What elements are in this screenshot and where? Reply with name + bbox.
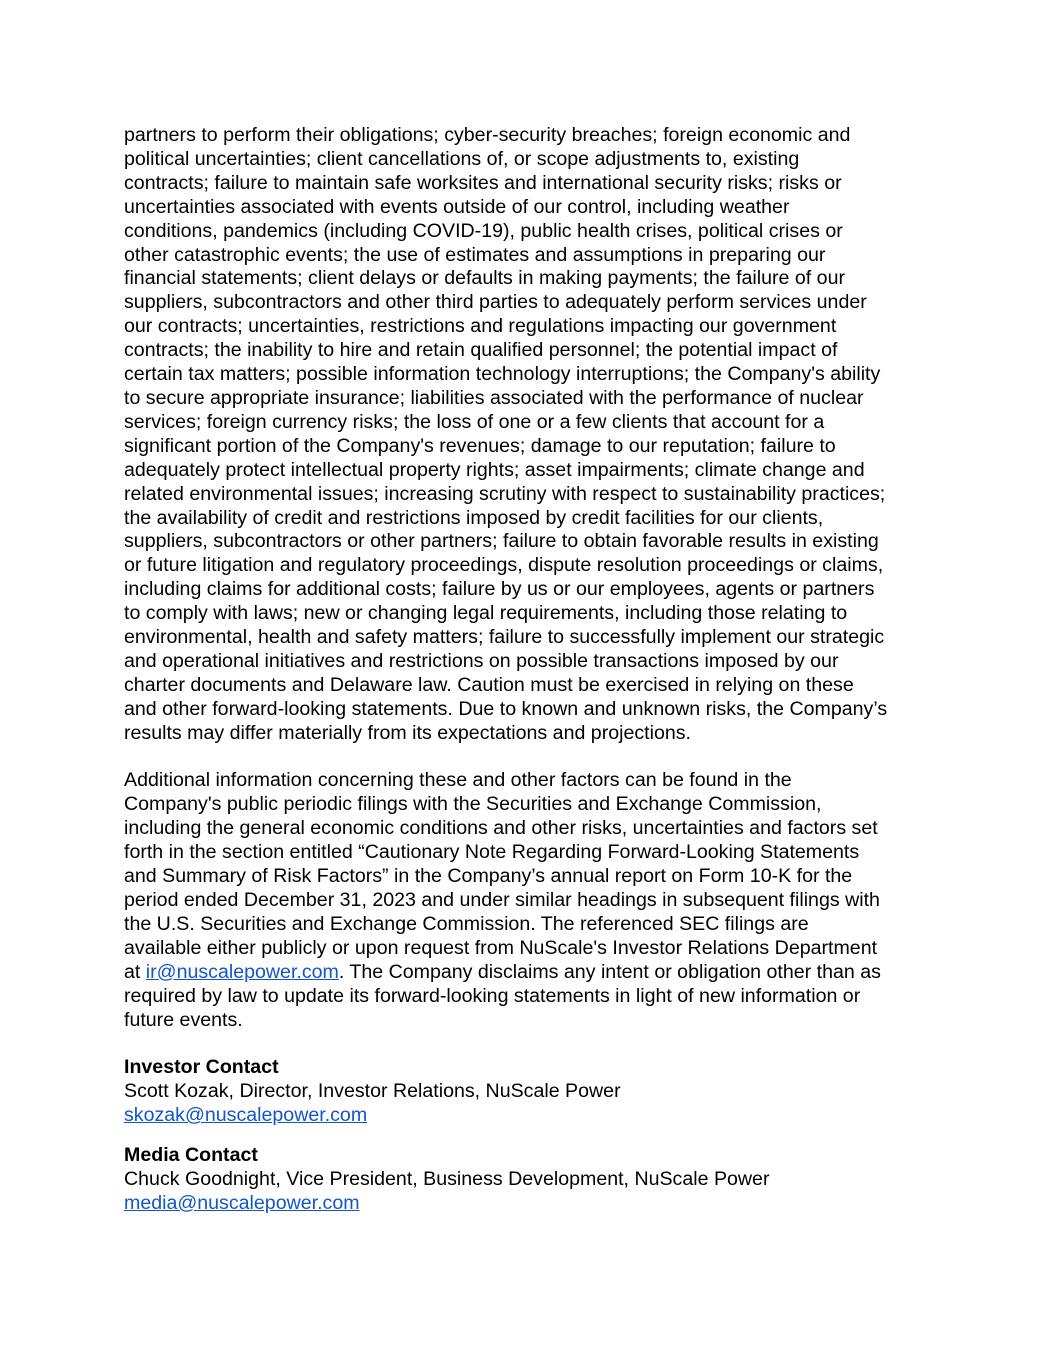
email-prefix-text: at: [124, 960, 146, 983]
text-line: political uncertainties; client cancellations of, or scope adjustments to, existing: [124, 147, 800, 170]
text-line: the U.S. Securities and Exchange Commission. The referenced SEC filings are: [124, 912, 809, 935]
text-line: related environmental issues; increasing scrutiny with respect to sustainability practices;: [124, 482, 886, 505]
text-line: including the general economic conditions and other risks, uncertainties and factors set: [124, 817, 878, 840]
text-line: and other forward-looking statements. Due to known and unknown risks, the Company’s: [124, 697, 888, 720]
media-contact-email-link[interactable]: media@nuscalepower.com: [124, 1191, 360, 1214]
investor-relations-email-link[interactable]: ir@nuscalepower.com: [145, 960, 339, 983]
text-line: including claims for additional costs; failure by us or our employees, agents or partners: [124, 578, 875, 601]
text-line: environmental, health and safety matters; failure to successfully implement our strategic: [124, 626, 885, 649]
media-contact-section: [124, 1144, 939, 1216]
text-line: available either publicly or upon request from NuScale's Investor Relations Department: [124, 936, 878, 959]
investor-contact-section: [124, 1056, 939, 1128]
text-line: conditions, pandemics (including COVID-19), public health crises, political crises or: [124, 219, 843, 242]
text-line: suppliers, subcontractors or other partners; failure to obtain favorable results in existing: [124, 530, 879, 553]
document-page: [124, 124, 939, 1216]
media-contact-email-line: [124, 1192, 939, 1216]
text-line: partners to perform their obligations; cyber-security breaches; foreign economic and: [124, 124, 851, 146]
text-line: period ended December 31, 2023 and under similar headings in subsequent filings with: [124, 888, 880, 911]
text-line: adequately protect intellectual property rights; asset impairments; climate change and: [124, 458, 865, 481]
text-line: charter documents and Delaware law. Caution must be exercised in relying on these: [124, 673, 854, 696]
text-line: future events.: [124, 1008, 243, 1031]
text-line: Additional information concerning these and other factors can be found in the: [124, 769, 792, 792]
text-line: uncertainties associated with events outside of our control, including weather: [124, 195, 790, 218]
text-line: contracts; the inability to hire and retain qualified personnel; the potential impact of: [124, 339, 838, 362]
text-line: required by law to update its forward-looking statements in light of new information or: [124, 984, 861, 1007]
investor-contact-name: Scott Kozak, Director, Investor Relations, NuScale Power: [124, 1080, 621, 1103]
text-line: the availability of credit and restrictions imposed by credit facilities for our clients,: [124, 506, 824, 529]
email-suffix-text: . The Company disclaims any intent or obligation other than as: [338, 960, 881, 983]
text-line: to comply with laws; new or changing legal requirements, including those relating to: [124, 602, 848, 625]
text-line: certain tax matters; possible information technology interruptions; the Company's ability: [124, 363, 881, 386]
text-line: contracts; failure to maintain safe worksites and international security risks; risks or: [124, 171, 842, 194]
text-line: services; foreign currency risks; the loss of one or a few clients that account for a: [124, 410, 825, 433]
text-line: Company's public periodic filings with the Securities and Exchange Commission,: [124, 793, 822, 816]
investor-contact-heading: Investor Contact: [124, 1056, 279, 1079]
text-line: our contracts; uncertainties, restrictions and regulations impacting our government: [124, 315, 837, 338]
text-line: forth in the section entitled “Cautionary Note Regarding Forward-Looking Statements: [124, 841, 860, 864]
text-line: significant portion of the Company's revenues; damage to our reputation; failure to: [124, 434, 836, 457]
text-line: and Summary of Risk Factors” in the Company’s annual report on Form 10-K for the: [124, 865, 853, 888]
text-line: or future litigation and regulatory proceedings, dispute resolution proceedings or claims,: [124, 554, 884, 577]
investor-contact-email-link[interactable]: skozak@nuscalepower.com: [124, 1104, 368, 1127]
text-line: results may differ materially from its expectations and projections.: [124, 721, 692, 744]
text-line: suppliers, subcontractors and other third parties to adequately perform services under: [124, 291, 867, 314]
text-line: other catastrophic events; the use of estimates and assumptions in preparing our: [124, 243, 826, 266]
media-contact-heading: Media Contact: [124, 1144, 258, 1167]
additional-information-paragraph: [124, 769, 939, 1032]
risk-factors-paragraph: [124, 124, 939, 746]
media-contact-name: Chuck Goodnight, Vice President, Business Development, NuScale Power: [124, 1168, 770, 1191]
text-line: and operational initiatives and restrictions on possible transactions imposed by our: [124, 649, 839, 672]
text-line-with-email: [124, 961, 939, 985]
investor-contact-email-line: [124, 1104, 939, 1128]
text-line: financial statements; client delays or defaults in making payments; the failure of our: [124, 267, 845, 290]
text-line: to secure appropriate insurance; liabilities associated with the performance of nuclear: [124, 386, 864, 409]
